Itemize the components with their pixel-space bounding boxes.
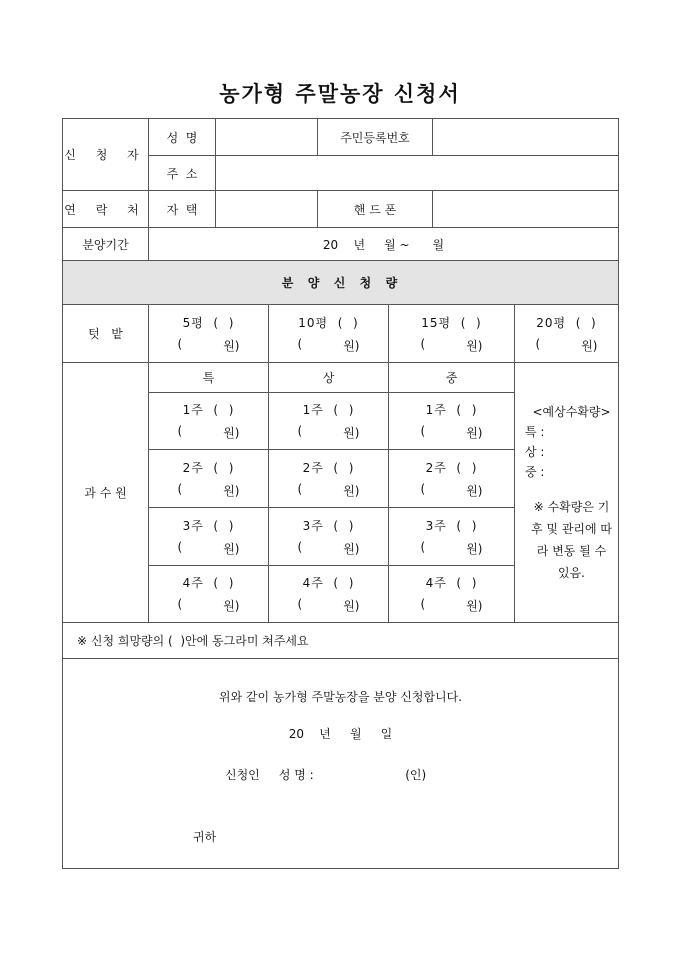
orchard-option[interactable]: [388, 392, 515, 450]
price-unit: 원): [223, 338, 240, 353]
tree-count: 1주 ( ): [302, 403, 355, 417]
price-open: (: [420, 597, 426, 611]
price-open: (: [297, 424, 303, 438]
orchard-option[interactable]: [388, 449, 515, 508]
price-open: (: [420, 336, 426, 351]
price-open: (: [177, 481, 183, 496]
tree-count: 4주 ( ): [425, 576, 478, 590]
price-unit: 원): [343, 599, 360, 613]
instruction-text: ※ 신청 희망량의 ( )안에 동그라미 쳐주세요: [62, 622, 619, 659]
declaration-statement: 위와 같이 농가형 주말농장을 분양 신청합니다.: [218, 690, 463, 704]
option-size: 15평 ( ): [421, 315, 482, 330]
orchard-option[interactable]: [388, 507, 515, 566]
address-label: 주 소: [148, 155, 216, 191]
price-unit: 원): [223, 483, 240, 498]
price-unit: 원): [223, 426, 240, 440]
garden-option-15[interactable]: [388, 304, 515, 363]
home-phone-field[interactable]: [215, 190, 318, 228]
grade-header: 중: [388, 362, 515, 393]
option-size: 20평 ( ): [536, 315, 597, 330]
grade-header: 특: [148, 362, 269, 393]
price-open: (: [420, 539, 426, 554]
tree-count: 3주 ( ): [425, 518, 478, 533]
price-open: (: [297, 597, 303, 611]
price-unit: 원): [223, 541, 240, 556]
price-open: (: [297, 539, 303, 554]
address-field[interactable]: [215, 155, 619, 191]
home-phone-label: 자 택: [148, 190, 216, 228]
tree-count: 1주 ( ): [425, 403, 478, 417]
orchard-option[interactable]: [388, 565, 515, 623]
tree-count: 2주 ( ): [425, 460, 478, 475]
mobile-field[interactable]: [432, 190, 619, 228]
tree-count: 4주 ( ): [182, 576, 235, 590]
orchard-option[interactable]: [268, 449, 389, 508]
form-title: 농가형 주말농장 신청서: [219, 81, 461, 106]
section-header: 분 양 신 청 량: [62, 260, 619, 305]
price-unit: 원): [343, 483, 360, 498]
price-unit: 원): [343, 426, 360, 440]
tree-count: 1주 ( ): [182, 403, 235, 417]
expected-yield-note: [514, 362, 619, 623]
period-label: 분양기간: [62, 227, 149, 261]
garden-option-20[interactable]: [514, 304, 619, 363]
garden-option-10[interactable]: [268, 304, 389, 363]
id-number-field[interactable]: [432, 118, 619, 156]
price-open: (: [420, 481, 426, 496]
orchard-option[interactable]: [148, 507, 269, 566]
price-open: (: [177, 336, 183, 351]
garden-label: 텃 밭: [62, 304, 149, 363]
declaration-date: 20 년 월 일: [288, 727, 393, 741]
price-open: (: [177, 597, 183, 611]
orchard-option[interactable]: [148, 449, 269, 508]
orchard-option[interactable]: [268, 565, 389, 623]
signer-line[interactable]: 신청인 성 명 : (인): [225, 768, 427, 782]
price-unit: 원): [223, 599, 240, 613]
name-field[interactable]: [215, 118, 318, 156]
id-number-label: 주민등록번호: [317, 118, 433, 156]
period-field[interactable]: 20 년 월 ~ 월: [148, 227, 619, 261]
grade-header: 상: [268, 362, 389, 393]
tree-count: 3주 ( ): [302, 518, 355, 533]
contact-label: 연 락 처: [62, 190, 149, 228]
option-size: 10평 ( ): [298, 315, 359, 330]
tree-count: 3주 ( ): [182, 518, 235, 533]
price-open: (: [177, 424, 183, 438]
tree-count: 2주 ( ): [182, 460, 235, 475]
tree-count: 2주 ( ): [302, 460, 355, 475]
price-unit: 원): [466, 599, 483, 613]
option-size: 5평 ( ): [182, 315, 235, 330]
mobile-label: 핸 드 폰: [317, 190, 433, 228]
price-open: (: [297, 481, 303, 496]
recipient: 귀하: [193, 830, 217, 844]
yield-line: 상 :: [525, 444, 545, 459]
price-open: (: [420, 424, 426, 438]
yield-line: 특 :: [525, 424, 545, 439]
price-unit: 원): [343, 338, 360, 353]
applicant-label: 신 청 자: [62, 118, 149, 191]
yield-disclaimer: ※ 수확량은 기후 및 관리에 따라 변동 될 수 있음.: [531, 499, 612, 580]
garden-option-5[interactable]: [148, 304, 269, 363]
yield-line: 중 :: [525, 464, 545, 479]
price-unit: 원): [581, 338, 598, 353]
orchard-label: 과 수 원: [62, 362, 149, 623]
name-label: 성 명: [148, 118, 216, 156]
price-open: (: [535, 336, 541, 351]
price-unit: 원): [343, 541, 360, 556]
orchard-option[interactable]: [148, 565, 269, 623]
orchard-option[interactable]: [268, 392, 389, 450]
price-unit: 원): [466, 483, 483, 498]
price-open: (: [297, 336, 303, 351]
tree-count: 4주 ( ): [302, 576, 355, 590]
price-unit: 원): [466, 338, 483, 353]
orchard-option[interactable]: [268, 507, 389, 566]
price-unit: 원): [466, 541, 483, 556]
price-open: (: [177, 539, 183, 554]
price-unit: 원): [466, 426, 483, 440]
orchard-option[interactable]: [148, 392, 269, 450]
yield-title: <예상수확량>: [532, 404, 611, 419]
